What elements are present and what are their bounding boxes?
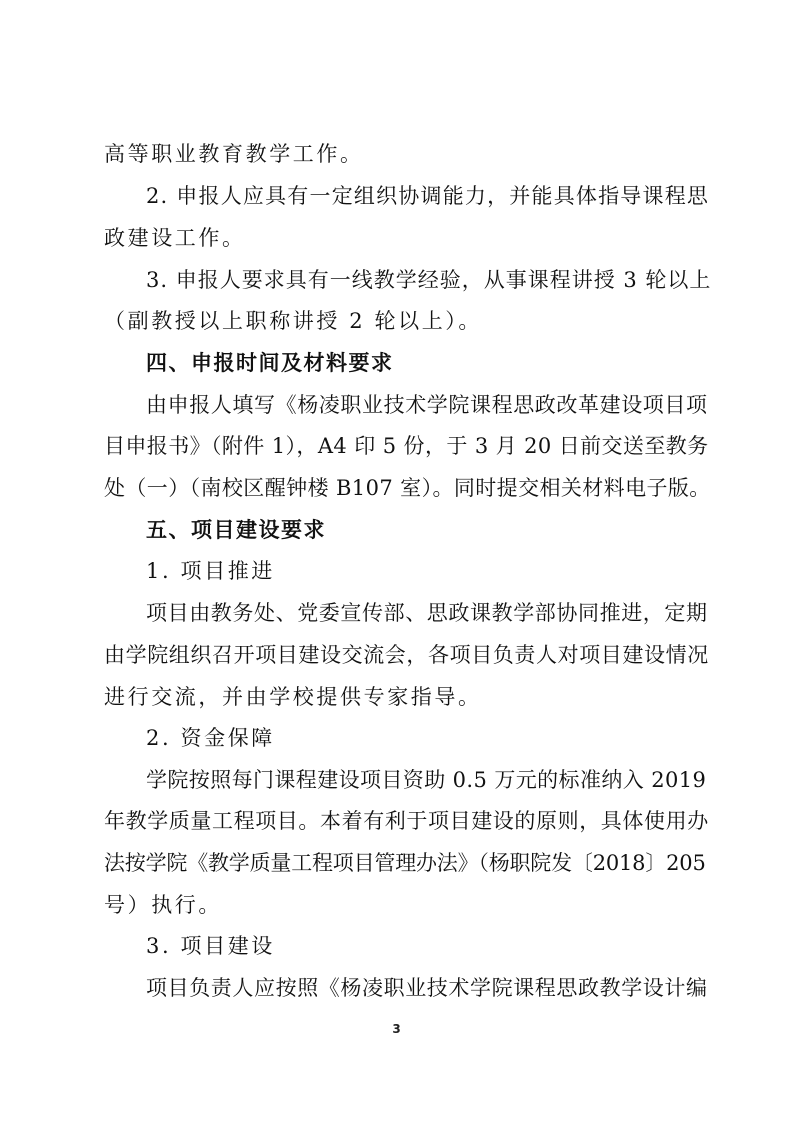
subsection-heading: 3. 项目建设: [146, 934, 275, 958]
text-line: 2. 申报人应具有一定组织协调能力，并能具体指导课程思: [146, 184, 710, 208]
text-line: 项目由教务处、党委宣传部、思政课教学部协同推进，定期: [146, 601, 708, 625]
page-number: 3: [392, 1022, 401, 1036]
text-line: 项目负责人应按照《杨凌职业技术学院课程思政教学设计编: [146, 976, 708, 1000]
text-line: 由学院组织召开项目建设交流会，各项目负责人对项目建设情况: [104, 643, 709, 667]
text-line: 处（一）（南校区醒钟楼 B107 室）。同时提交相关材料电子版。: [104, 476, 711, 500]
section-heading: 四、申报时间及材料要求: [146, 351, 394, 375]
text-line: 法按学院《教学质量工程项目管理办法》（杨职院发〔2018〕205: [104, 851, 706, 875]
text-line: 号）执行。: [104, 893, 222, 917]
text-line: （副教授以上职称讲授 2 轮以上）。: [104, 309, 483, 333]
subsection-heading: 1. 项目推进: [146, 559, 275, 583]
text-line: 由申报人填写《杨凌职业技术学院课程思政改革建设项目项: [146, 393, 708, 417]
text-line: 进行交流，并由学校提供专家指导。: [104, 685, 482, 709]
text-line: 年教学质量工程项目。本着有利于项目建设的原则，具体使用办: [104, 809, 709, 833]
text-line: 目申报书》（附件 1），A4 印 5 份，于 3 月 20 日前交送至教务: [104, 434, 709, 458]
subsection-heading: 2. 资金保障: [146, 726, 275, 750]
text-line: 政建设工作。: [104, 226, 246, 250]
text-line: 高等职业教育教学工作。: [104, 142, 364, 166]
text-line: 3. 申报人要求具有一线教学经验，从事课程讲授 3 轮以上: [146, 268, 712, 292]
section-heading: 五、项目建设要求: [146, 518, 326, 542]
text-line: 学院按照每门课程建设项目资助 0.5 万元的标准纳入 2019: [146, 768, 707, 792]
